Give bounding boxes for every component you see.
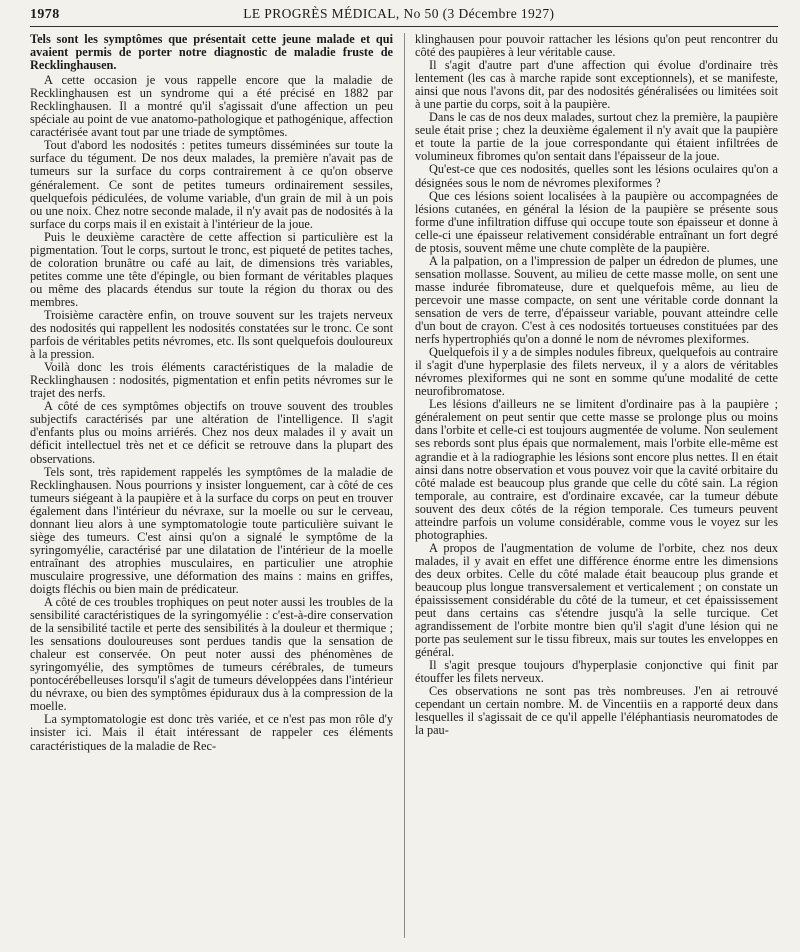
- paragraph: A côté de ces troubles trophiques on peut noter aussi les troubles de la sensibilité caractéristiques de la syringomyélie : c'est-à-dire conservation de la sensibilité tactile et perte des sensibilités à la douleur et thermique ; les sensations douloureuses sont perdues tandis que la sensation de chaleur est conservée. On peut noter aussi des phénomènes de syringomyélie, des symptômes de tumeurs cérébrales, de tumeurs pontocérébelleuses lorsqu'il s'agit de tumeurs développées dans l'intérieur du névraxe, ou bien des symptômes épiduraux dus à la compression de la moelle.: [30, 595, 393, 714]
- paragraph: Voilà donc les trois éléments caractéristiques de la maladie de Recklinghausen : nodosités, pigmentation et enfin petits névromes sur le trajet des nerfs.: [30, 360, 393, 401]
- paragraph: Puis le deuxième caractère de cette affection si particulière est la pigmentation. Tout le corps, surtout le tronc, est piqueté de petites taches, de coloration brunâtre ou café au lait, de dimensions très variables, petites comme une tête d'épingle, ou bien formant de véritables plaques ou même des placards étendus sur toute la région du thorax ou des membres.: [30, 229, 393, 309]
- paragraph: La symptomatologie est donc très variée, et ce n'est pas mon rôle d'y insister ici. Mais il était intéressant de rappeler ces éléments caractéristiques de la maladie de Rec-: [30, 712, 393, 753]
- column-divider: [404, 33, 405, 938]
- paragraph: Qu'est-ce que ces nodosités, quelles sont les lésions oculaires qu'on a désignées sous le nom de névromes plexiformes ?: [415, 162, 778, 190]
- paragraph: A côté de ces symptômes objectifs on trouve souvent des troubles subjectifs caractérisés par une altération de l'intelligence. Il s'agit d'enfants plus ou moins arriérés. Chez nos deux malades il y avait un déficit intellectuel très net et ce déficit se retrouve dans la plupart des observations.: [30, 399, 393, 466]
- paragraph: Il s'agit d'autre part d'une affection qui évolue d'ordinaire très lentement (les cas à marche rapide sont exceptionnels), et se manifeste, ainsi que nous l'avons dit, par des nodosités généralisées ou limitées soit à une partie du corps, soit à la paupière.: [415, 58, 778, 112]
- paragraph: A la palpation, on a l'impression de palper un édredon de plumes, une sensation mollasse. Souvent, au milieu de cette masse molle, on sent une masse indurée fibromateuse, dure et quelquefois même, au lieu de percevoir une masse compacte, on sent une véritable corde donnant la sensation de vers de terre, d'épaisseur variable, pouvant atteindre celle d'un bout de crayon. C'est à ces nodosités tortueuses constituées par des nerfs hypertrophiés qu'on a donné le nom de névromes plexiformes.: [415, 253, 778, 347]
- paragraph: Tout d'abord les nodosités : petites tumeurs disséminées sur toute la surface du tégument. De nos deux malades, la première n'avait pas de tumeurs sur la surface du corps contrairement à ce qu'on observe généralement. Ce sont de petites tumeurs ordinairement sessiles, quelquefois pédiculées, de volume variable, d'un grain de mil à un pois ou une noix. Chez notre seconde malade, il n'y avait pas de nodosités à la surface du corps mais il en existait à l'intérieur de la joue.: [30, 138, 393, 231]
- paragraph: Troisième caractère enfin, on trouve souvent sur les trajets nerveux des nodosités qui rappellent les nodosités constatées sur le tronc. Ce sont parfois de véritables petits névromes, etc. Ils sont quelquefois douloureux à la pression.: [30, 307, 393, 362]
- article-body: [30, 33, 778, 938]
- paragraph: A propos de l'augmentation de volume de l'orbite, chez nos deux malades, il y avait en effet une différence énorme entre les dimensions des deux orbites. Celle du côté malade était beaucoup plus grande et beaucoup plus longue transversalement et verticalement ; on constate un épaississement considérable du côté de la tumeur, et cet épaississement peut dans certains cas s'étendre jusqu'à la selle turcique. Cet agrandissement de l'orbite montre bien qu'il s'agit d'une lésion qui ne porte pas seulement sur le tissu fibreux, mais sur toutes les enveloppes en général.: [415, 540, 778, 660]
- right-column: [415, 33, 778, 938]
- paragraph: Que ces lésions soient localisées à la paupière ou accompagnées de lésions cutanées, en général la lésion de la paupière se présente sous forme d'une infiltration diffuse qui occupe toute son épaisseur et donne à celle-ci une épaisseur relativement considérable entraînant un fort degré de ptosis, souvent même une chute complète de la paupière.: [415, 188, 778, 255]
- page-number: 1978: [30, 7, 60, 22]
- paragraph: Les lésions d'ailleurs ne se limitent d'ordinaire pas à la paupière ; généralement on peut sentir que cette masse se prolonge plus ou moins dans l'orbite et celle-ci est toujours augmentée de volume. Non seulement ses rebords sont plus épais que normalement, mais l'orbite elle-même est agrandie et à la radiographie les lésions sont encore plus nettes. Il en était ainsi dans notre observation et vous pouvez voir que la cavité orbitaire du côté malade est beaucoup plus grande que celle du côté sain. La région temporale, au contraire, est d'ordinaire excavée, car la tumeur débute souvent des deux côtés de la région temporale. Ces tumeurs peuvent atteindre parfois un volume considérable, comme vous le voyez sur les photographies.: [415, 397, 778, 542]
- paragraph: klinghausen pour pouvoir rattacher les lésions qu'on peut rencontrer du côté des paupières à leur véritable cause.: [415, 33, 778, 60]
- paragraph: Quelquefois il y a de simples nodules fibreux, quelquefois au contraire il s'agit d'une hyperplasie des filets nerveux, il y a alors de véritables névromes plexiformes qui ne sont en somme qu'une modalité de cette neurofibromatose.: [415, 345, 778, 399]
- left-column: [30, 33, 393, 938]
- running-header: [30, 6, 778, 27]
- paragraph: Tels sont les symptômes que présentait cette jeune malade et qui avaient permis de porter notre diagnostic de maladie fruste de Recklinghausen.: [30, 33, 393, 73]
- running-title: LE PROGRÈS MÉDICAL, No 50 (3 Décembre 1927): [243, 6, 555, 21]
- paragraph: Tels sont, très rapidement rappelés les symptômes de la maladie de Recklinghausen. Nous pourrions y insister longuement, car à côté de ces tumeurs siégeant à la paupière et à la surface du corps on peut en trouver également dans l'intérieur du névraxe, sur la moelle ou sur le cerveau, donnant lieu alors à une symptomatologie toute particulière suivant le siège des tumeurs. C'est ainsi qu'on a signalé le symptôme de la syringomyélie, caractérisé par une dilatation de l'intérieur de la moelle entraînant des atrophies musculaires, en particulier une atrophie musculaire progressive, une déformation des mains : mains en griffes, doigts fléchis ou bien main de prédicateur.: [30, 464, 393, 596]
- paragraph: A cette occasion je vous rappelle encore que la maladie de Recklinghausen est un syndrome qui a été précisé en 1882 par Recklinghausen. Il a montré qu'il s'agissait d'une affection un peu spéciale au point de vue anatomo-pathologique et pathogénique, affection caractérisée avant tout par une triade de symptômes.: [30, 73, 393, 140]
- paragraph: Il s'agit presque toujours d'hyperplasie conjonctive qui finit par étouffer les filets nerveux.: [415, 658, 778, 686]
- paragraph: Dans le cas de nos deux malades, surtout chez la première, la paupière seule était prise ; chez la deuxième également il n'y avait que la paupière et toute la partie de la joue correspondante qui étaient infiltrées de volumineux fibromes qu'on sentait dans l'épaisseur de la joue.: [415, 110, 778, 164]
- paragraph: Ces observations ne sont pas très nombreuses. J'en ai retrouvé cependant un certain nombre. M. de Vincentiis en a rapporté deux dans lesquelles il s'agissait de ce qu'il appelle l'éléphantiasis neuromatodes de la pau-: [415, 684, 778, 738]
